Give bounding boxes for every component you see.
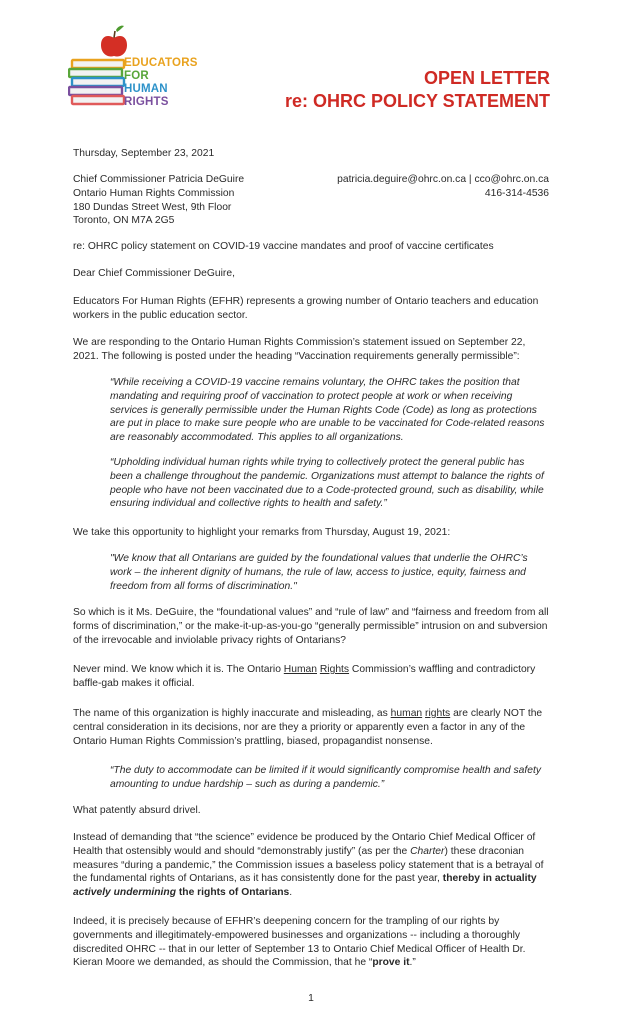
logo-for: FOR <box>124 70 149 82</box>
logo-educators: EDUCATORS <box>124 57 198 69</box>
p9-bold: prove it <box>372 957 410 969</box>
recipient-phone: 416-314-4536 <box>484 187 549 199</box>
recipient-name: Chief Commissioner Patricia DeGuire <box>73 174 245 185</box>
p8-text-a: Instead of demanding that “the science” evidence be produced by the Ontario Chief Medical Officer of Health that ostensibly would and should “demonstrably justify” (as per the <box>73 832 536 857</box>
p6-text-a: The name of this organization is highly inaccurate and misleading, as <box>73 708 391 719</box>
p9-text-a: Indeed, it is precisely because of EFHR’s deepening concern for the trampling of our rights by governments and illegitimately-empowered businesses and organizations -- including a thoroughly discredited OHRC -- that in our letter of September 13 to Ontario Chief Medical Officer of Health Dr. Kieran Moore we demanded, as should the Commission, that he “ <box>73 916 526 969</box>
recipient-email: patricia.deguire@ohrc.on.ca | cco@ohrc.on.ca <box>337 174 549 185</box>
p6-underline-human: human <box>390 708 423 719</box>
page-number: 1 <box>308 993 314 1004</box>
p8-bold-italic: actively undermining <box>73 887 176 899</box>
paragraph-8 <box>73 831 549 900</box>
p8-text-b: ) these draconian measures “during a pandemic,” the Commission issues a baseless policy statement that is a betrayal of the fundamental rights of Ontarians, as it has consistently done for the past year, <box>73 845 544 885</box>
logo-human: HUMAN <box>124 83 168 95</box>
p6-underline-rights: rights <box>425 708 451 719</box>
quote-1: “While receiving a COVID-19 vaccine remains voluntary, the OHRC takes the position that mandating and requiring proof of vaccination to protect people at work or when receiving services is generally permissible under the Human Rights Code (Code) as long as protections are put in place to make sure people who are unable to be vaccinated for Code-related reasons are reasonably accommodated. This applies to all organizations. <box>110 377 545 444</box>
p5-underline-rights: Rights <box>319 664 350 675</box>
quote-2: “Upholding individual human rights while trying to collectively protect the general public has been a challenge throughout the pandemic. Organizations must attempt to balance the rights of people who have not been vaccinated due to a Code-protected ground, such as disability, while ensuring individual and collective rights to health and safety.” <box>110 457 544 510</box>
p8-bold-2: the rights of Ontarians <box>176 887 290 899</box>
letter-title <box>285 67 550 113</box>
recipient-street: 180 Dundas Street West, 9th Floor <box>73 201 232 213</box>
paragraph-6 <box>73 707 549 748</box>
recipient-org: Ontario Human Rights Commission <box>73 187 235 199</box>
title-line-2: re: OHRC POLICY STATEMENT <box>284 91 550 111</box>
salutation: Dear Chief Commissioner DeGuire, <box>73 268 235 279</box>
paragraph-5 <box>73 663 549 691</box>
p8-text-c: . <box>289 887 293 899</box>
p5-underline-human: Human <box>283 664 317 675</box>
paragraph-7: What patently absurd drivel. <box>73 805 201 816</box>
p5-text-c: Commission’s waffling and contradictory baffle-gab makes it official. <box>73 664 536 689</box>
p5-text-a: Never mind. We know which it is. The Ontario <box>73 664 284 675</box>
recipient-block <box>73 173 549 228</box>
p8-charter: Charter <box>410 845 445 857</box>
p9-text-c: .” <box>409 957 416 969</box>
quote-4: “The duty to accommodate can be limited if it would significantly compromise health and safety amounting to undue hardship – such as during a pandemic.” <box>110 765 541 790</box>
apple-books-icon <box>68 24 128 130</box>
paragraph-9 <box>73 915 549 970</box>
p6-text-c: are clearly NOT the central consideration in its decisions, nor are they a priority or apparently even a factor in any of the Ontario Human Rights Commission’s prattling, biased, propagandist nonsense. <box>73 708 543 747</box>
quote-3: "We know that all Ontarians are guided by the foundational values that underlie the OHRC’s work – the inherent dignity of humans, the rule of law, access to justice, equity, fairness and freedom from all forms of discrimination." <box>110 553 528 592</box>
p8-bold-1: thereby in actuality <box>442 873 537 885</box>
paragraph-2: We are responding to the Ontario Human Rights Commission’s statement issued on September 22, 2021. The following is posted under the heading “Vaccination requirements generally permissible”: <box>73 337 526 362</box>
paragraph-1: Educators For Human Rights (EFHR) represents a growing number of Ontario teachers and education workers in the public education sector. <box>73 296 539 321</box>
subject-line: re: OHRC policy statement on COVID-19 vaccine mandates and proof of vaccine certificates <box>73 241 494 252</box>
letter-date: Thursday, September 23, 2021 <box>73 148 215 159</box>
logo-rights: RIGHTS <box>124 96 169 108</box>
paragraph-3: We take this opportunity to highlight your remarks from Thursday, August 19, 2021: <box>73 527 451 538</box>
title-line-1: OPEN LETTER <box>423 68 550 88</box>
recipient-city: Toronto, ON M7A 2G5 <box>73 215 175 227</box>
efhr-logo <box>68 24 218 130</box>
paragraph-4: So which is it Ms. DeGuire, the “foundational values” and “rule of law” and “fairness and freedom from all forms of discrimination,” or the make-it-up-as-you-go “generally permissible” intrusion on and subversion of the irrevocable and inviolable privacy rights of Ontarians? <box>73 607 549 646</box>
